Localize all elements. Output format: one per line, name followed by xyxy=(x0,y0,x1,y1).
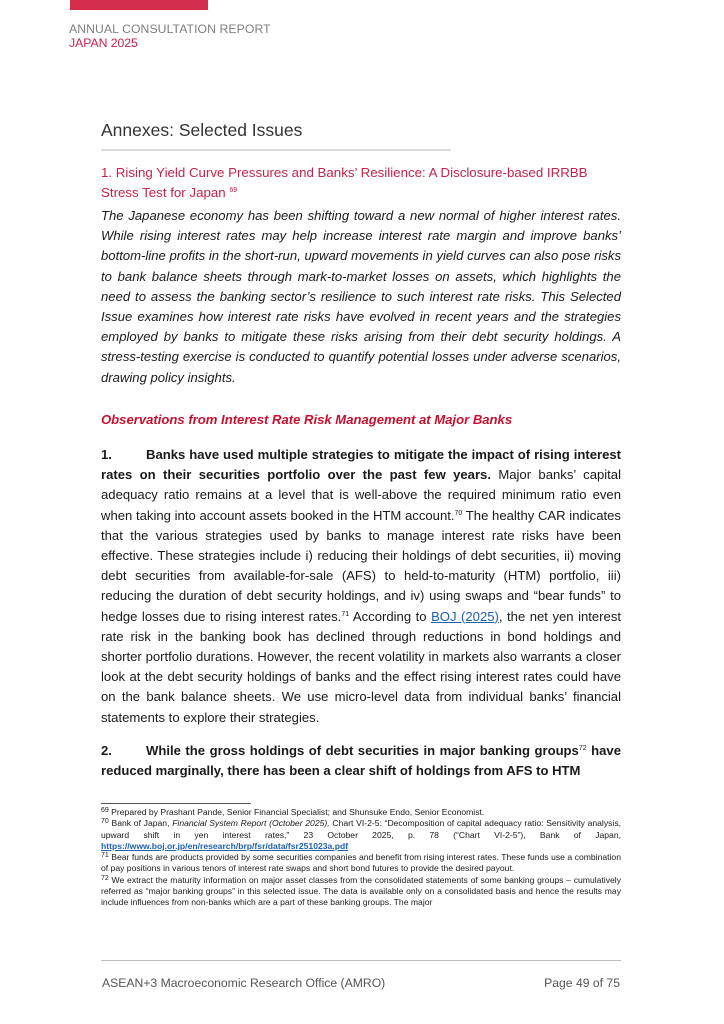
paragraph-number: 2. xyxy=(101,743,112,758)
issue-title-text: 1. Rising Yield Curve Pressures and Banks’ Resilience: A Disclosure-based IRRBB Stress Test for Japan xyxy=(101,165,588,200)
footnote-text: Bank of Japan, xyxy=(108,818,173,829)
footnote-70 xyxy=(101,818,621,852)
boj-2025-link[interactable]: BOJ (2025) xyxy=(431,608,499,624)
footnote-69 xyxy=(101,807,621,818)
footnote-text: Bear funds are products provided by some securities companies and benefit from rising interest rates. These funds use a combination of pay positions in various tenors of interest rate swaps and short bond futures to provide the desired payout. xyxy=(101,852,621,874)
paragraph-2 xyxy=(101,741,621,781)
paragraph-text: Major banks’ capital adequacy ratio remains at a level that is well-above the required minimum ratio even when taking into account assets booked in the HTM account. xyxy=(101,467,621,523)
footnote-72 xyxy=(101,875,621,909)
footnote-text: Prepared by Prashant Pande, Senior Financial Specialist; and Shunsuke Endo, Senior Economist. xyxy=(108,807,485,817)
footnote-publication-title: Financial System Report (October 2025), xyxy=(172,818,330,829)
observations-heading: Observations from Interest Rate Risk Management at Major Banks xyxy=(101,412,513,427)
report-country-year: JAPAN 2025 xyxy=(69,36,138,50)
issue-title xyxy=(101,163,621,203)
paragraph-text: , the net yen interest rate risk in the banking book has declined through reductions in bond holdings and shorter portfolio durations. However, the recent volatility in markets also warrants a closer look at the debt security holdings of banks and the effect rising interest rates could have on the bank balance sheets. We use micro-level data from individual banks’ financial statements to explore their strategies. xyxy=(101,608,622,725)
footnote-ref-72[interactable]: 72 xyxy=(578,745,587,752)
footer-divider xyxy=(101,960,621,961)
paragraph-lead: have reduced marginally, there has been a clear shift of holdings from AFS to HTM xyxy=(101,743,621,779)
footnote-divider xyxy=(101,803,251,804)
footnote-ref-71[interactable]: 71 xyxy=(341,610,350,618)
paragraph-lead: While the gross holdings of debt securities in major banking groups xyxy=(146,743,579,758)
footnote-number: 69 xyxy=(101,807,109,814)
footnote-ref-70[interactable]: 70 xyxy=(454,509,463,517)
footnote-number: 71 xyxy=(101,852,109,860)
footnote-number: 70 xyxy=(101,818,109,826)
report-title: ANNUAL CONSULTATION REPORT xyxy=(69,22,271,36)
footnotes xyxy=(101,807,621,909)
paragraph-lead: Banks have used multiple strategies to mitigate the impact of rising interest rates on their securities portfolio over the past few years. xyxy=(101,447,621,483)
footnote-ref-69[interactable]: 69 xyxy=(229,187,238,194)
paragraph-number: 1. xyxy=(101,447,112,462)
paragraph-1 xyxy=(101,445,621,728)
section-divider xyxy=(101,149,451,151)
footnote-text: We extract the maturity information on major asset classes from the consolidated statements of some banking groups – cumulatively referred as “major banking groups” in this selected issue. The data is available only on a consolidated basis and hence the results may include influences from non-banks which are a part of these banking groups. The major xyxy=(101,874,621,908)
footnote-71 xyxy=(101,852,621,875)
page-number: Page 49 of 75 xyxy=(544,976,620,990)
section-title: Annexes: Selected Issues xyxy=(101,120,303,140)
footnote-text: Chart VI-2-5: “Decomposition of capital adequacy ratio: Sensitivity analysis, upward shift in yen interest rates,” 23 October 2025, p. 78 (“Chart VI-2-5”), Bank of Japan, xyxy=(101,818,622,840)
footer-organization: ASEAN+3 Macroeconomic Research Office (AMRO) xyxy=(102,976,386,990)
boj-report-url-link[interactable]: https://www.boj.or.jp/en/research/brp/fsr/data/fsr251023a.pdf xyxy=(101,840,349,851)
header-accent-bar xyxy=(70,0,208,10)
footnote-number: 72 xyxy=(101,874,109,882)
intro-paragraph: The Japanese economy has been shifting toward a new normal of higher interest rates. While rising interest rates may help increase interest rate margin and improve banks’ bottom-line profits in the short-run, upward movements in yield curves can also pose risks to bank balance sheets through mark-to-market losses on assets, which highlights the need to assess the banking sector’s resilience to such interest rate risks. This Selected Issue examines how interest rate risks have evolved in recent years and the strategies employed by banks to mitigate these risks arising from their debt security holdings. A stress-testing exercise is conducted to quantify potential losses under adverse scenarios, drawing policy insights. xyxy=(101,208,621,385)
paragraph-text: According to xyxy=(349,608,432,624)
paragraph-text: The healthy CAR indicates that the various strategies used by banks to manage interest rate risks have been effective. These strategies include i) reducing their holdings of debt securities, ii) moving debt securities from available-for-sale (AFS) to held-to-maturity (HTM) portfolio, iii) reducing the duration of debt security holdings, and iv) using swaps and “bear funds” to hedge losses due to rising interest rates. xyxy=(101,507,621,624)
